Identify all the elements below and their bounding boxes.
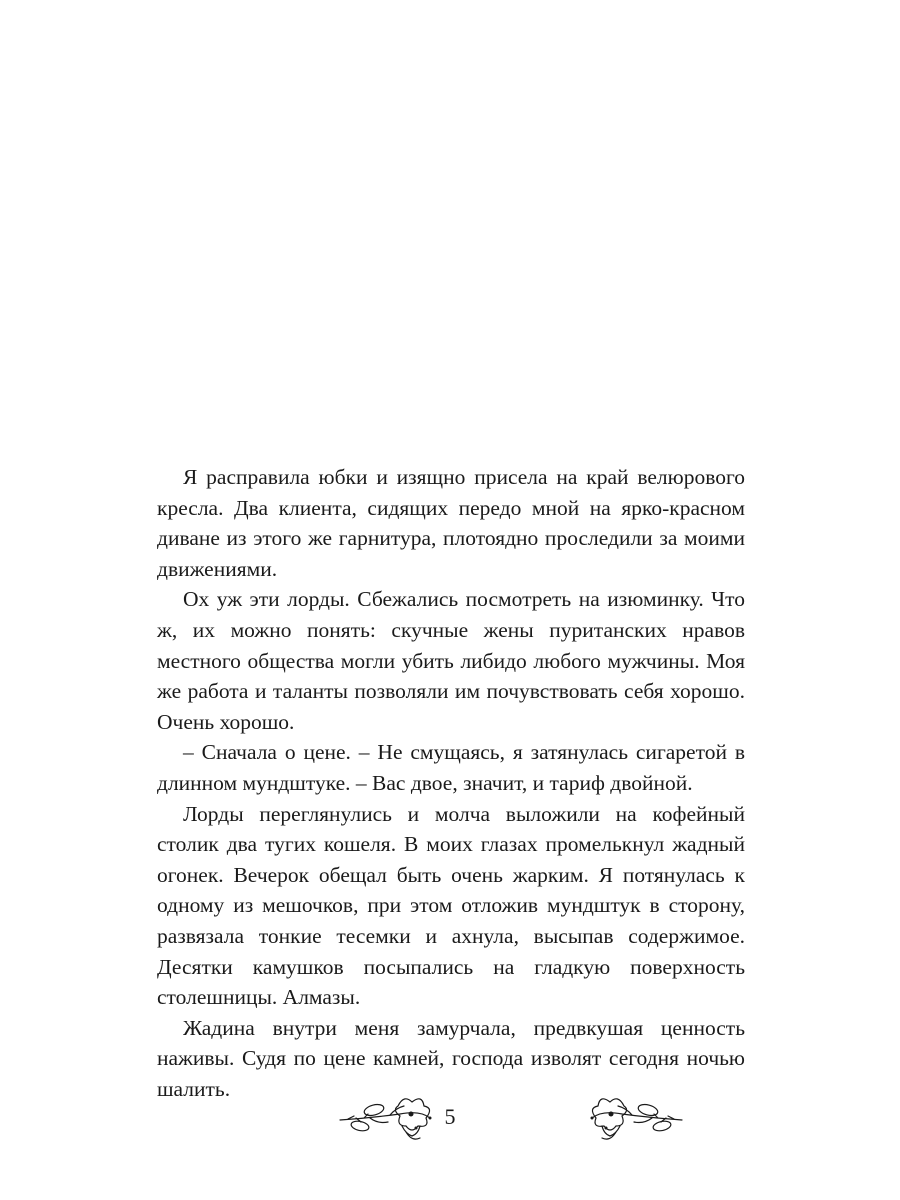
paragraph-4: Лорды переглянулись и молча выложили на кофейный столик два тугих кошеля. В моих глазах промелькнул жадный огонек. Вечерок обещал быть очень жарким. Я потянулась к одному из мешочков, при этом отложив мундштук в сторону, развязала тонкие тесемки и ахнула, высыпав содержимое. Десятки камушков посыпались на гладкую поверхность столешницы. Алмазы. [157,801,745,1010]
paragraph-3: – Сначала о цене. – Не смущаясь, я затянулась сигаретой в длинном мундштуке. – Вас двое, значит, и тариф двойной. [157,740,745,795]
page-number: 5 [444,1104,456,1129]
paragraph-1: Я расправила юбки и изящно присела на край велюрового кресла. Два клиента, сидящих передо мной на ярко-красном диване из этого же гарнитура, плотоядно проследили за моими движениями. [157,465,745,581]
paragraph-2: Ох уж эти лорды. Сбежались посмотреть на изюминку. Что ж, их можно понять: скучные жены пуританских нравов местного общества могли убить либидо любого мужчины. Моя же работа и таланты позволяли им почувствовать себя хорошо. Очень хорошо. [157,587,745,734]
paragraph-5: Жадина внутри меня замурчала, предвкушая ценность наживы. Судя по цене камней, господа изволят сегодня ночью шалить. [157,1015,745,1101]
page-body-text [157,462,745,1104]
page-footer [0,1088,900,1148]
magnolia-ornament-right-icon [472,1088,692,1148]
